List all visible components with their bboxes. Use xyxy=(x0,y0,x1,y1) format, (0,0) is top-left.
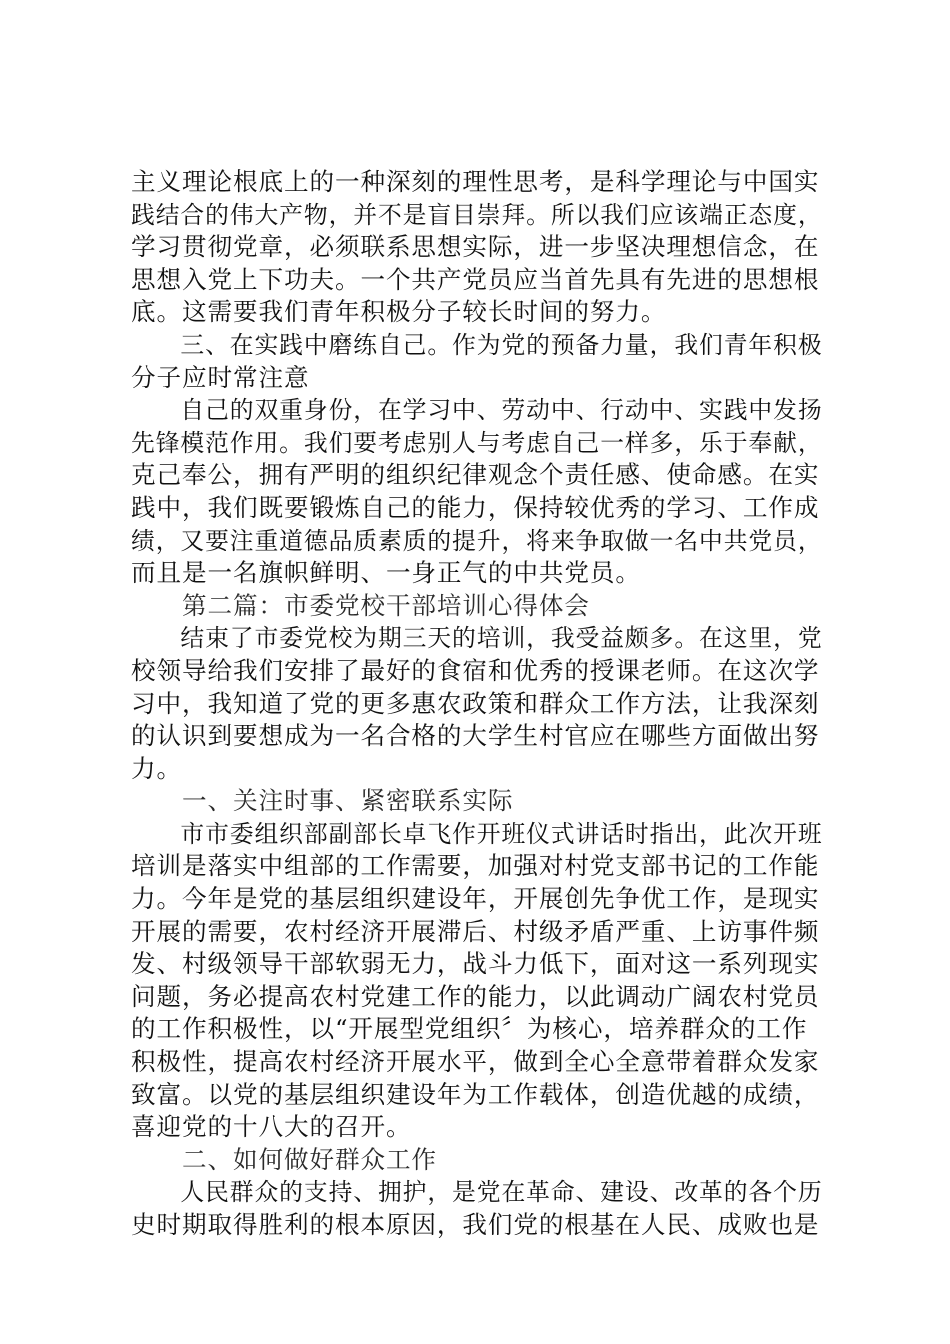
text-line: 践中，我们既要锻炼自己的能力，保持较优秀的学习、工作成 xyxy=(131,492,820,522)
text-line: 喜迎党的十八大的召开。 xyxy=(131,1112,412,1142)
text-line: 积极性，提高农村经济开展水平，做到全心全意带着群众发家 xyxy=(131,1047,820,1077)
text-line: 克己奉公，拥有严明的组织纪律观念个责任感、使命感。在实 xyxy=(131,460,820,490)
text-line: 校领导给我们安排了最好的食宿和优秀的授课老师。在这次学 xyxy=(131,655,820,685)
text-line: 学习贯彻党章，必须联系思想实际，进一步坚决理想信念，在 xyxy=(131,232,820,262)
text-line: 力。 xyxy=(131,753,182,783)
text-line: 自己的双重身份，在学习中、劳动中、行动中、实践中发扬 xyxy=(131,396,823,425)
text-line: 发、村级领导干部软弱无力，战斗力低下，面对这一系列现实 xyxy=(131,949,820,979)
text-line: 史时期取得胜利的根本原因，我们党的根基在人民、成败也是 xyxy=(131,1210,820,1239)
text-line: 习中，我知道了党的更多惠农政策和群众工作方法，让我深刻 xyxy=(131,688,820,718)
text-line: 主义理论根底上的一种深刻的理性思考，是科学理论与中国实 xyxy=(131,167,820,196)
text-line: 先锋模范作用。我们要考虑别人与考虑自己一样多，乐于奉献， xyxy=(131,428,823,457)
text-line: 问题，务必提高农村党建工作的能力，以此调动广阔农村党员 xyxy=(131,981,820,1011)
text-line: 的工作积极性，以“开展型党组织〞为核心，培养群众的工作 xyxy=(131,1014,808,1044)
document-body xyxy=(131,166,831,1242)
text-line: 思想入党上下功夫。一个共产党员应当首先具有先进的思想根 xyxy=(131,264,820,294)
text-line: 培训是落实中组部的工作需要，加强对村党支部书记的工作能 xyxy=(131,851,820,881)
text-line: 的认识到要想成为一名合格的大学生村官应在哪些方面做出努 xyxy=(131,721,820,751)
text-line: 绩，又要注重道德品质素质的提升，将来争取做一名中共党员， xyxy=(131,526,823,555)
section-heading-3: 三、在实践中磨练自己。作为党的预备力量，我们青年积极 xyxy=(131,330,823,359)
text-line: 市市委组织部副部长卓飞作开班仪式讲话时指出，此次开班 xyxy=(131,819,823,848)
text-line: 底。这需要我们青年积极分子较长时间的努力。 xyxy=(131,297,667,327)
text-line: 践结合的伟大产物，并不是盲目崇拜。所以我们应该端正态度， xyxy=(131,200,823,229)
section-heading-1: 一、关注时事、紧密联系实际 xyxy=(131,786,514,816)
text-line: 致富。以党的基层组织建设年为工作载体，创造优越的成绩， xyxy=(131,1079,820,1109)
text-line: 人民群众的支持、拥护，是党在革命、建设、改革的各个历 xyxy=(131,1178,823,1207)
text-line: 开展的需要，农村经济开展滞后、村级矛盾严重、上访事件频 xyxy=(131,916,820,946)
text-line: 结束了市委党校为期三天的培训，我受益颇多。在这里，党 xyxy=(131,624,823,653)
text-line: 而且是一名旗帜鲜明、一身正气的中共党员。 xyxy=(131,558,641,588)
chapter-title: 第二篇：市委党校干部培训心得体会 xyxy=(131,590,590,620)
text-line: 力。今年是党的基层组织建设年，开展创先争优工作，是现实 xyxy=(131,884,820,914)
section-heading-2: 二、如何做好群众工作 xyxy=(131,1144,437,1174)
text-line: 分子应时常注意 xyxy=(131,362,310,392)
